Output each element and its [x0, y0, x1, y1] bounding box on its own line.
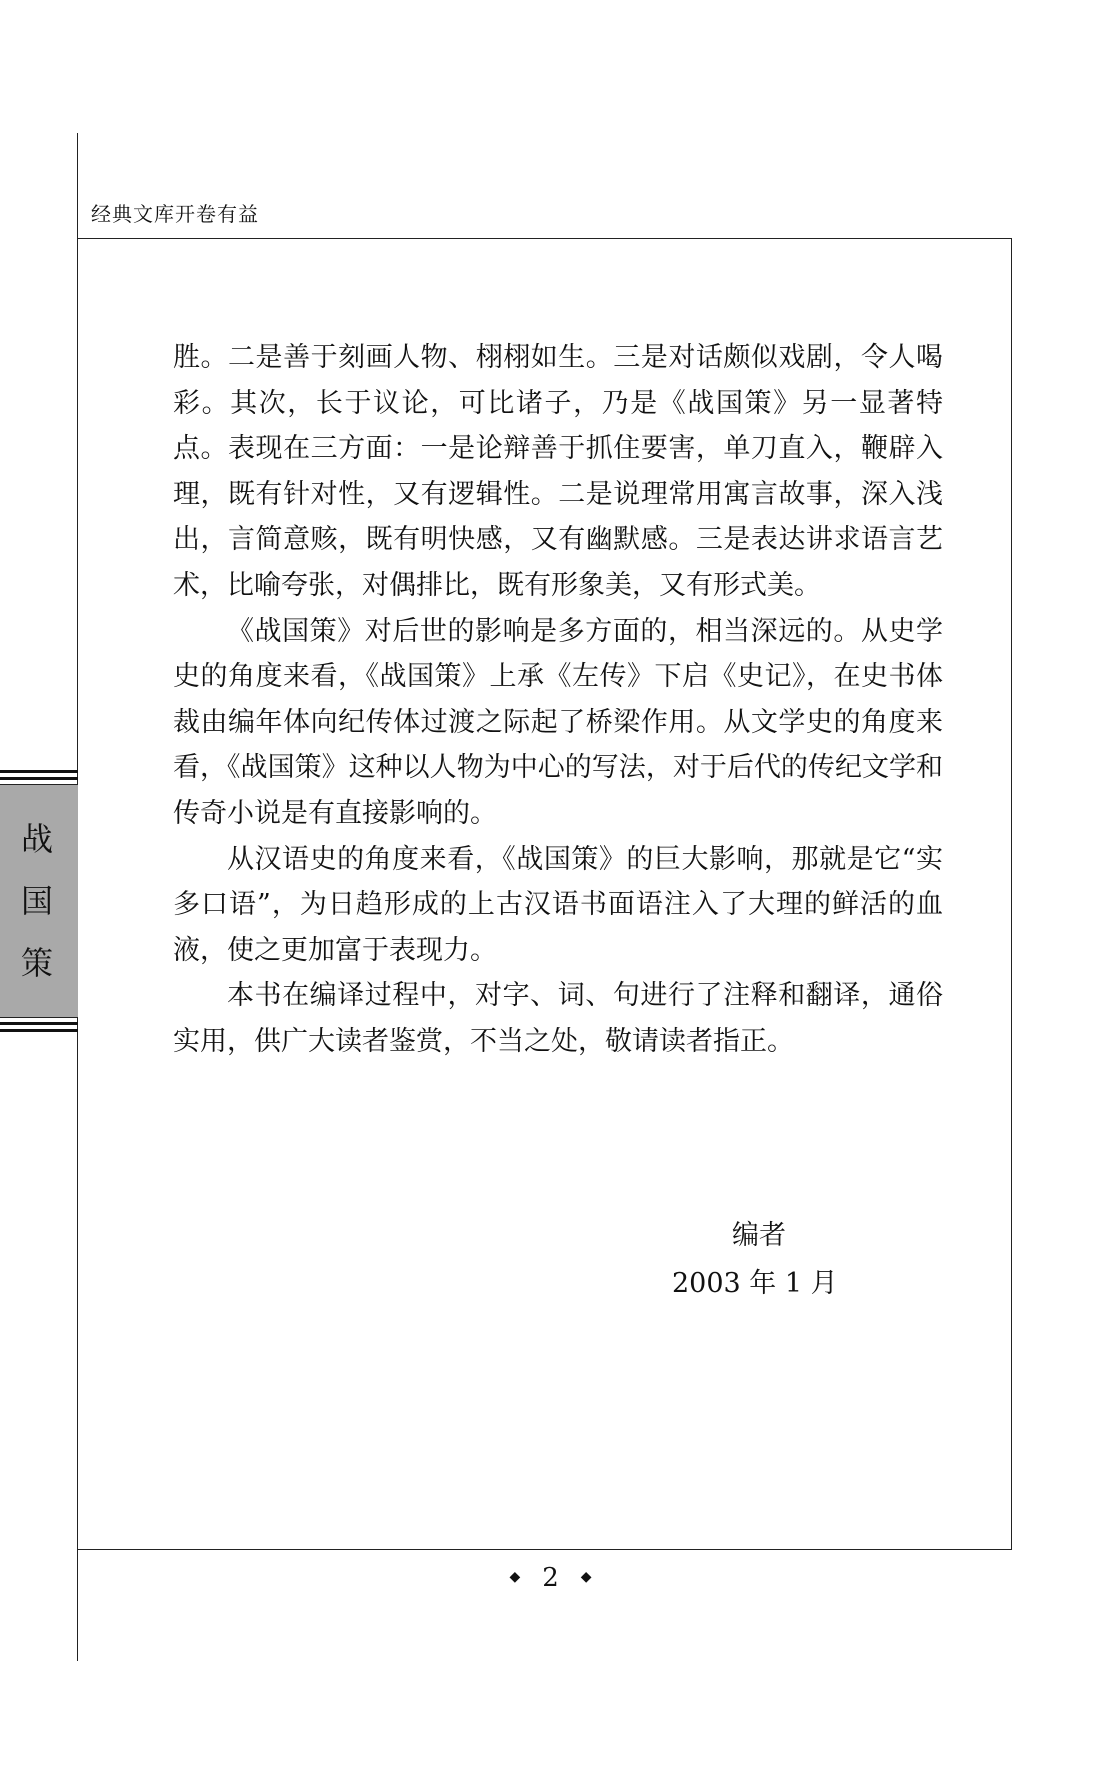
paragraph: 胜。二是善于刻画人物、栩栩如生。三是对话颇似戏剧，令人喝彩。其次，长于议论，可比诸子，乃是《战国策》另一显著特点。表现在三方面：一是论辩善于抓住要害，单刀直入，鞭辟入理，既有针对性，又有逻辑性。二是说理常用寓言故事，深入浅出，言简意赅，既有明快感，又有幽默感。三是表达讲求语言艺术，比喻夸张，对偶排比，既有形象美，又有形式美。 — [173, 342, 943, 601]
body-text — [173, 335, 943, 1065]
signature-date: 2003 年 1 月 — [672, 1268, 838, 1299]
side-tab-body — [0, 784, 78, 1018]
page-footer — [0, 1560, 1101, 1597]
signature-editor: 编者 — [732, 1220, 786, 1251]
side-tab — [0, 770, 78, 1032]
signature-block — [672, 1212, 862, 1308]
paragraph: 本书在编译过程中，对字、词、句进行了注释和翻译，通俗实用，供广大读者鉴赏，不当之处，敬请读者指正。 — [173, 980, 943, 1057]
paragraph: 从汉语史的角度来看，《战国策》的巨大影响，那就是它“实多口语”，为日趋形成的上古汉语书面语注入了大理的鲜活的血液，使之更加富于表现力。 — [173, 843, 943, 966]
series-title: 经典文库开卷有益 — [91, 202, 259, 226]
side-tab-char: 战 — [20, 820, 53, 858]
page-number: 2 — [542, 1563, 559, 1593]
side-tab-char: 策 — [20, 944, 53, 982]
diamond-icon: ◆ — [509, 1569, 521, 1585]
paragraph: 《战国策》对后世的影响是多方面的，相当深远的。从史学史的角度来看，《战国策》上承《左传》下启《史记》，在史书体裁由编年体向纪传体过渡之际起了桥梁作用。从文学史的角度来看，《战国策》这种以人物为中心的写法，对于后代的传纪文学和传奇小说是有直接影响的。 — [173, 615, 943, 829]
diamond-icon: ◆ — [580, 1569, 592, 1585]
side-tab-top-bar — [0, 770, 78, 780]
side-tab-char: 国 — [20, 882, 53, 920]
side-tab-bottom-bar — [0, 1022, 78, 1032]
